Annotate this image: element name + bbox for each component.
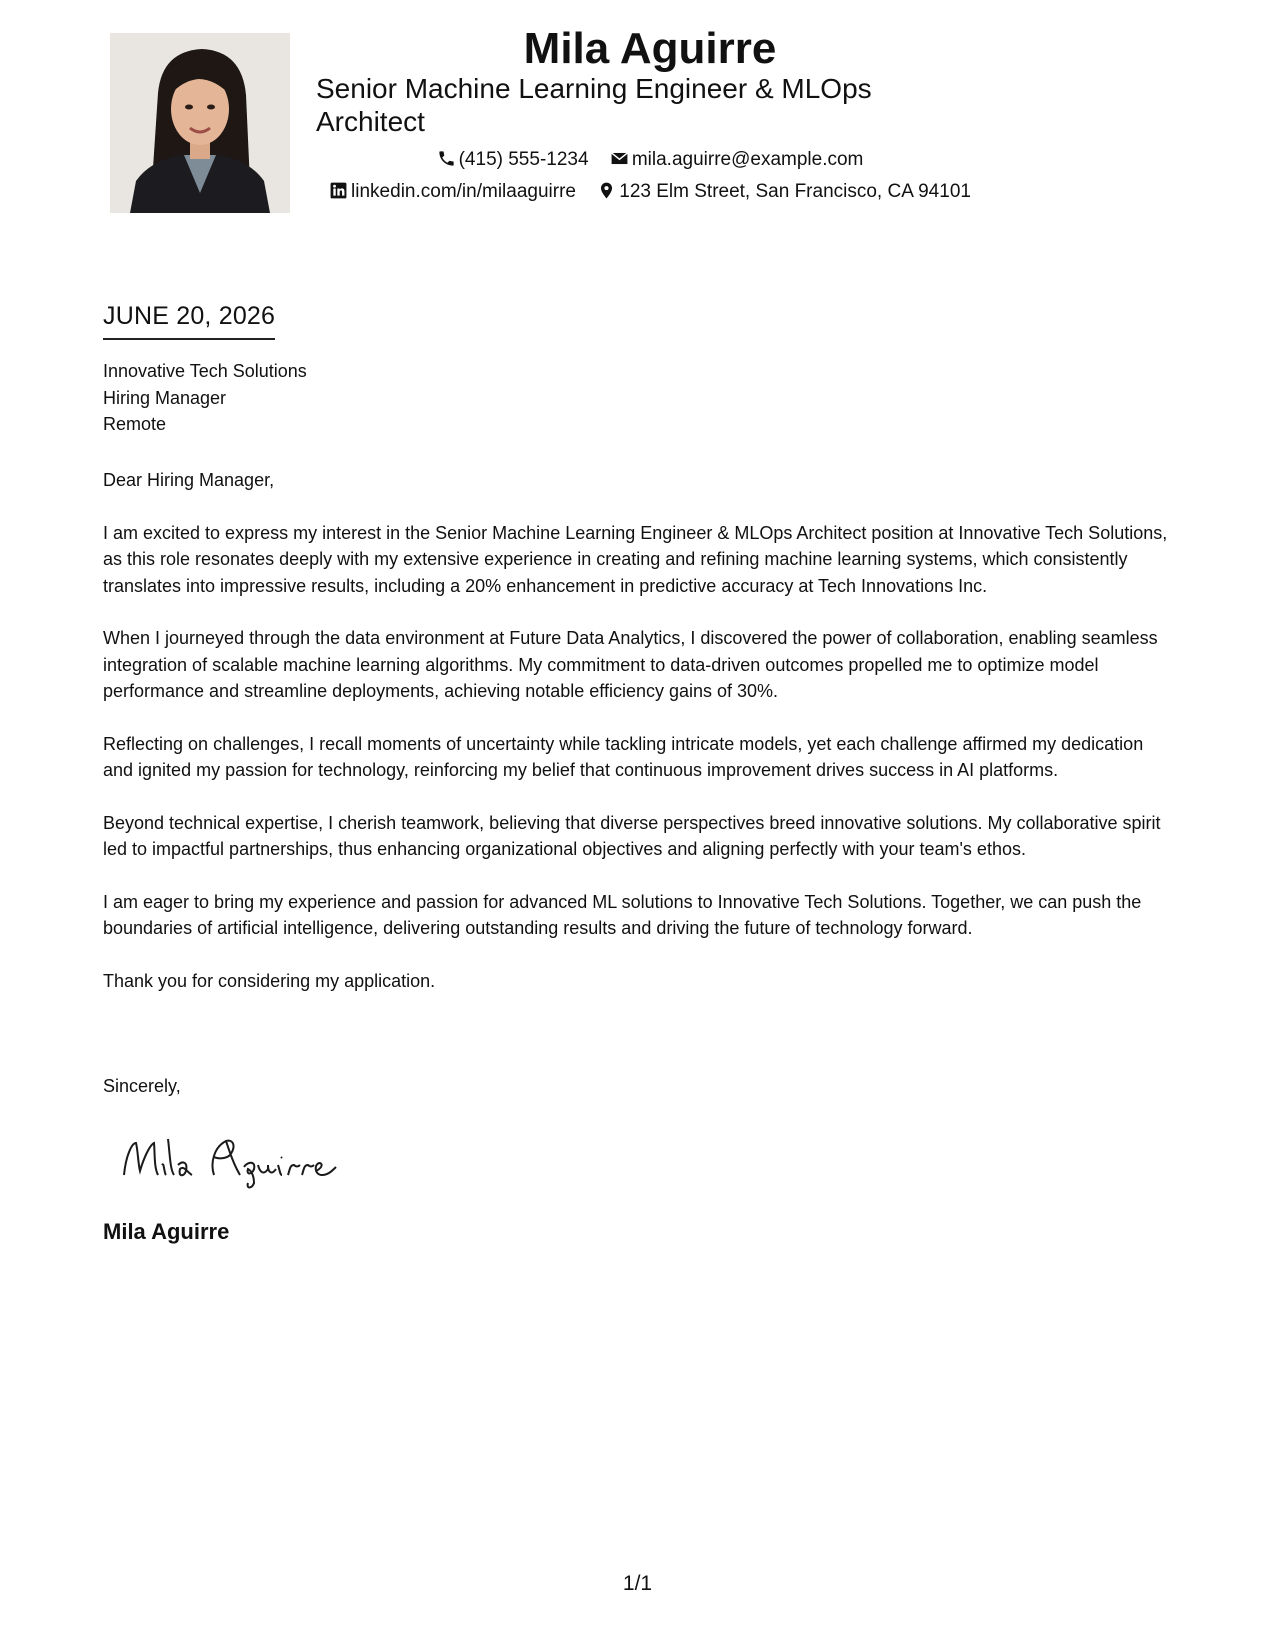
contact-linkedin xyxy=(329,179,576,205)
contact-row-secondary xyxy=(300,179,1000,205)
signer-name: Mila Aguirre xyxy=(103,1219,230,1244)
body-paragraph: I am excited to express my interest in the Senior Machine Learning Engineer & MLOps Architect position at Innovative Tech Solutions, as this role resonates deeply with my extensive experience in creating and refining machine learning systems, which consistently translates into impressive results, including a 20% enhancement in predictive accuracy at Tech Innovations Inc. xyxy=(103,522,1168,596)
body-paragraph: Beyond technical expertise, I cherish teamwork, believing that diverse perspectives breed innovative solutions. My collaborative spirit led to impactful partnerships, thus enhancing organizational objectives and aligning perfectly with your team's ethos. xyxy=(103,812,1161,859)
envelope-icon xyxy=(610,149,629,168)
recipient-location: Remote xyxy=(103,414,167,434)
contact-phone xyxy=(437,147,589,173)
email-text: mila.aguirre@example.com xyxy=(631,149,864,170)
phone-icon xyxy=(437,149,456,168)
page-number: 1/1 xyxy=(622,1572,653,1595)
profile-photo xyxy=(110,33,290,213)
thank-you-line: Thank you for considering my application. xyxy=(103,970,436,991)
address-text: 123 Elm Street, San Francisco, CA 94101 xyxy=(619,181,971,202)
recipient-role: Hiring Manager xyxy=(103,387,227,408)
body-paragraph: I am eager to bring my experience and passion for advanced ML solutions to Innovative Tech Solutions. Together, we can push the boundaries of artificial intelligence, delivering outstanding results and driving the future of technology forward. xyxy=(103,891,1142,938)
map-pin-icon xyxy=(597,181,616,200)
handwritten-signature xyxy=(118,1125,378,1195)
applicant-name: Mila Aguirre xyxy=(523,24,777,73)
portrait-image xyxy=(110,33,290,213)
closing: Sincerely, xyxy=(103,1076,181,1096)
recipient-block xyxy=(103,358,307,438)
body-paragraph: When I journeyed through the data environment at Future Data Analytics, I discovered the power of collaboration, enabling seamless integration of scalable machine learning algorithms. My commitment to data-driven outcomes propelled me to optimize model performance and streamline deployments, achieving notable efficiency gains of 30%. xyxy=(103,628,1158,701)
recipient-company: Innovative Tech Solutions xyxy=(103,361,307,381)
body-paragraph: Reflecting on challenges, I recall moments of uncertainty while tackling intricate models, yet each challenge affirmed my dedication and ignited my passion for technology, reinforcing my belief that continuous improvement drives success in AI platforms. xyxy=(103,733,1144,780)
contact-row-primary xyxy=(300,147,1000,173)
phone-text: (415) 555-1234 xyxy=(458,149,589,170)
letter-body xyxy=(103,467,1173,1020)
letter-date: JUNE 20, 2026 xyxy=(103,300,275,340)
contact-address xyxy=(597,179,971,205)
applicant-title: Senior Machine Learning Engineer & MLOps Architect xyxy=(316,73,872,137)
salutation: Dear Hiring Manager, xyxy=(103,470,275,490)
linkedin-text: linkedin.com/in/milaaguirre xyxy=(351,181,576,202)
linkedin-icon xyxy=(329,181,348,200)
contact-email xyxy=(610,147,864,173)
